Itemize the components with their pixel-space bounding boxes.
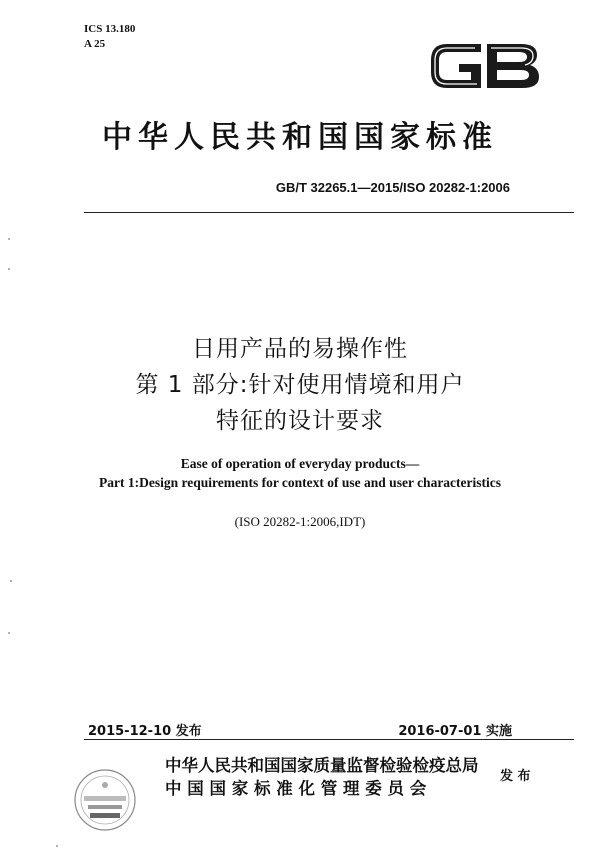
standard-title: 中华人民共和国国家标准 (102, 120, 498, 155)
classification-codes (84, 22, 135, 52)
title-zh-line3: 特征的设计要求 (216, 408, 384, 434)
title-zh-line2: 第 1 部分:针对使用情境和用户 (135, 372, 465, 398)
scan-speck (8, 238, 10, 240)
issue-label: 发 布 (500, 769, 531, 784)
seal-stamp-icon (70, 765, 140, 839)
gb-logo-icon (425, 34, 543, 102)
title-en-line2: Part 1:Design requirements for context of use and user characteristics (98, 475, 502, 490)
scan-speck (10, 580, 12, 582)
scan-speck (56, 845, 58, 847)
scan-speck (8, 268, 10, 270)
title-zh-line1: 日用产品的易操作性 (192, 336, 408, 362)
title-en-line1: Ease of operation of everyday products— (180, 456, 420, 471)
scan-speck (8, 632, 10, 634)
header-divider (84, 212, 574, 213)
footer-divider (84, 739, 574, 740)
implement-date: 2016-07-01 实施 (398, 724, 512, 739)
ccs-code: A 25 (84, 38, 106, 50)
issuer-line2: 中 国 国 家 标 准 化 管 理 委 员 会 (165, 779, 427, 798)
standard-code: GB/T 32265.1—2015/ISO 20282-1:2006 (275, 180, 510, 195)
iso-reference: (ISO 20282-1:2006,IDT) (234, 514, 366, 529)
publish-date: 2015-12-10 发布 (88, 724, 202, 739)
ics-code: ICS 13.180 (84, 23, 136, 35)
issuer-line1: 中华人民共和国国家质量监督检验检疫总局 (165, 756, 479, 775)
